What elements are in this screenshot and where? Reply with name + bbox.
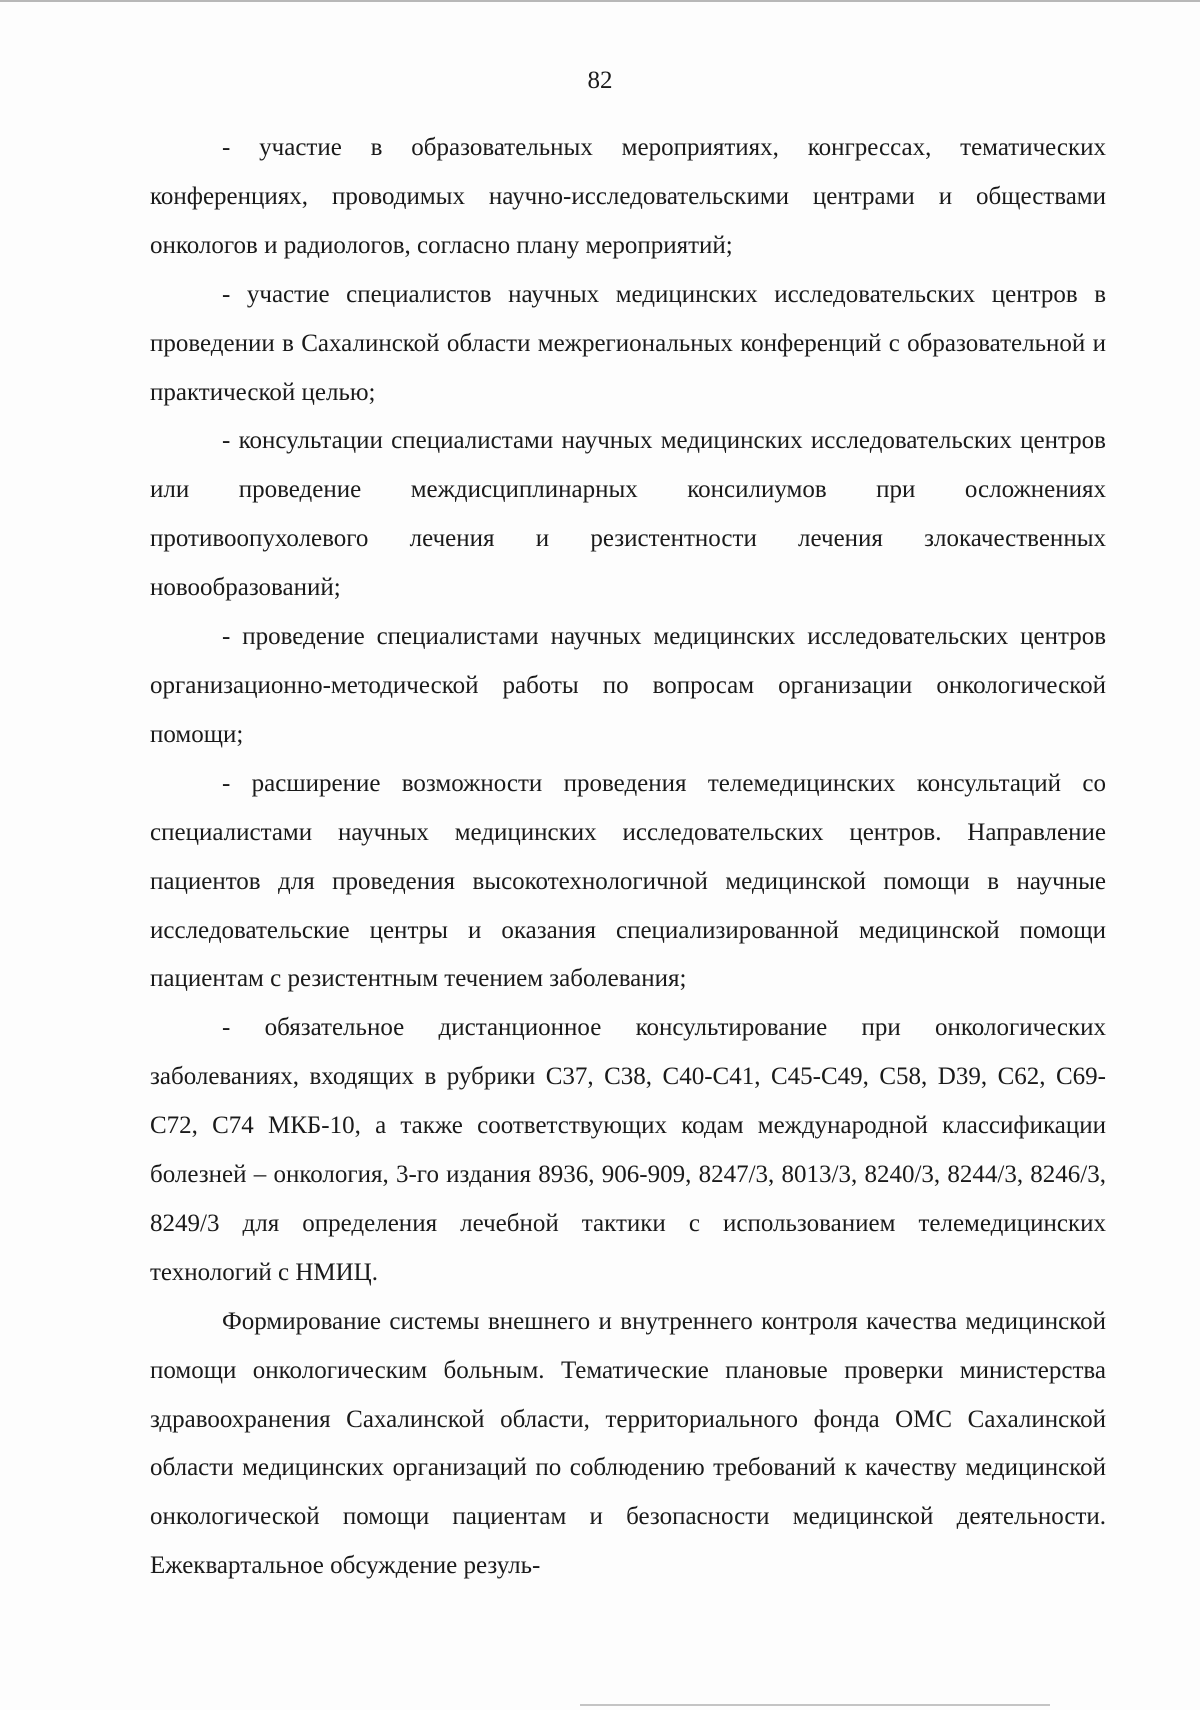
body-text <box>150 124 1106 1591</box>
scan-edge-top <box>0 0 1200 2</box>
scan-edge-bottom <box>580 1704 1050 1706</box>
paragraph-1: - участие в образовательных мероприятиях, конгрессах, тематических конференциях, проводимых научно-исследовательскими центрами и обществами онкологов и радиологов, согласно плану мероприятий; <box>150 134 1106 259</box>
paragraph-4: - проведение специалистами научных медицинских исследовательских центров организационно-методической работы по вопросам организации онкологической помощи; <box>150 623 1106 748</box>
paragraph-7: Формирование системы внешнего и внутреннего контроля качества медицинской помощи онкологическим больным. Тематические плановые проверки министерства здравоохранения Сахалинской области, территориального фонда ОМС Сахалинской области медицинских организаций по соблюдению требований к качеству медицинской онкологической помощи пациентам и безопасности медицинской деятельности. Ежеквартальное обсуждение резуль- <box>150 1307 1106 1580</box>
paragraph-2: - участие специалистов научных медицинских исследовательских центров в проведении в Сахалинской области межрегиональных конференций с образовательной и практической целью; <box>150 280 1106 406</box>
page-number: 82 <box>587 67 613 94</box>
paragraph-5: - расширение возможности проведения телемедицинских консультаций со специалистами научных медицинских исследовательских центров. Направление пациентов для проведения высокотехнологичной медицинской помощи в научные исследовательские центры и оказания специализированной медицинской помощи пациентам с резистентным течением заболевания; <box>150 769 1106 993</box>
paragraph-3: - консультации специалистами научных медицинских исследовательских центров или проведение междисциплинарных консилиумов при осложнениях противоопухолевого лечения и резистентности лечения злокачественных новообразований; <box>150 427 1106 602</box>
paragraph-6: - обязательное дистанционное консультирование при онкологических заболеваниях, входящих в рубрики C37, C38, C40-C41, C45-C49, C58, D39, C62, C69-C72, C74 МКБ-10, а также соответствующих кодам международной классификации болезней – онкология, 3-го издания 8936, 906-909, 8247/3, 8013/3, 8240/3, 8244/3, 8246/3, 8249/3 для определения лечебной тактики с использованием телемедицинских технологий с НМИЦ. <box>150 1014 1106 1286</box>
